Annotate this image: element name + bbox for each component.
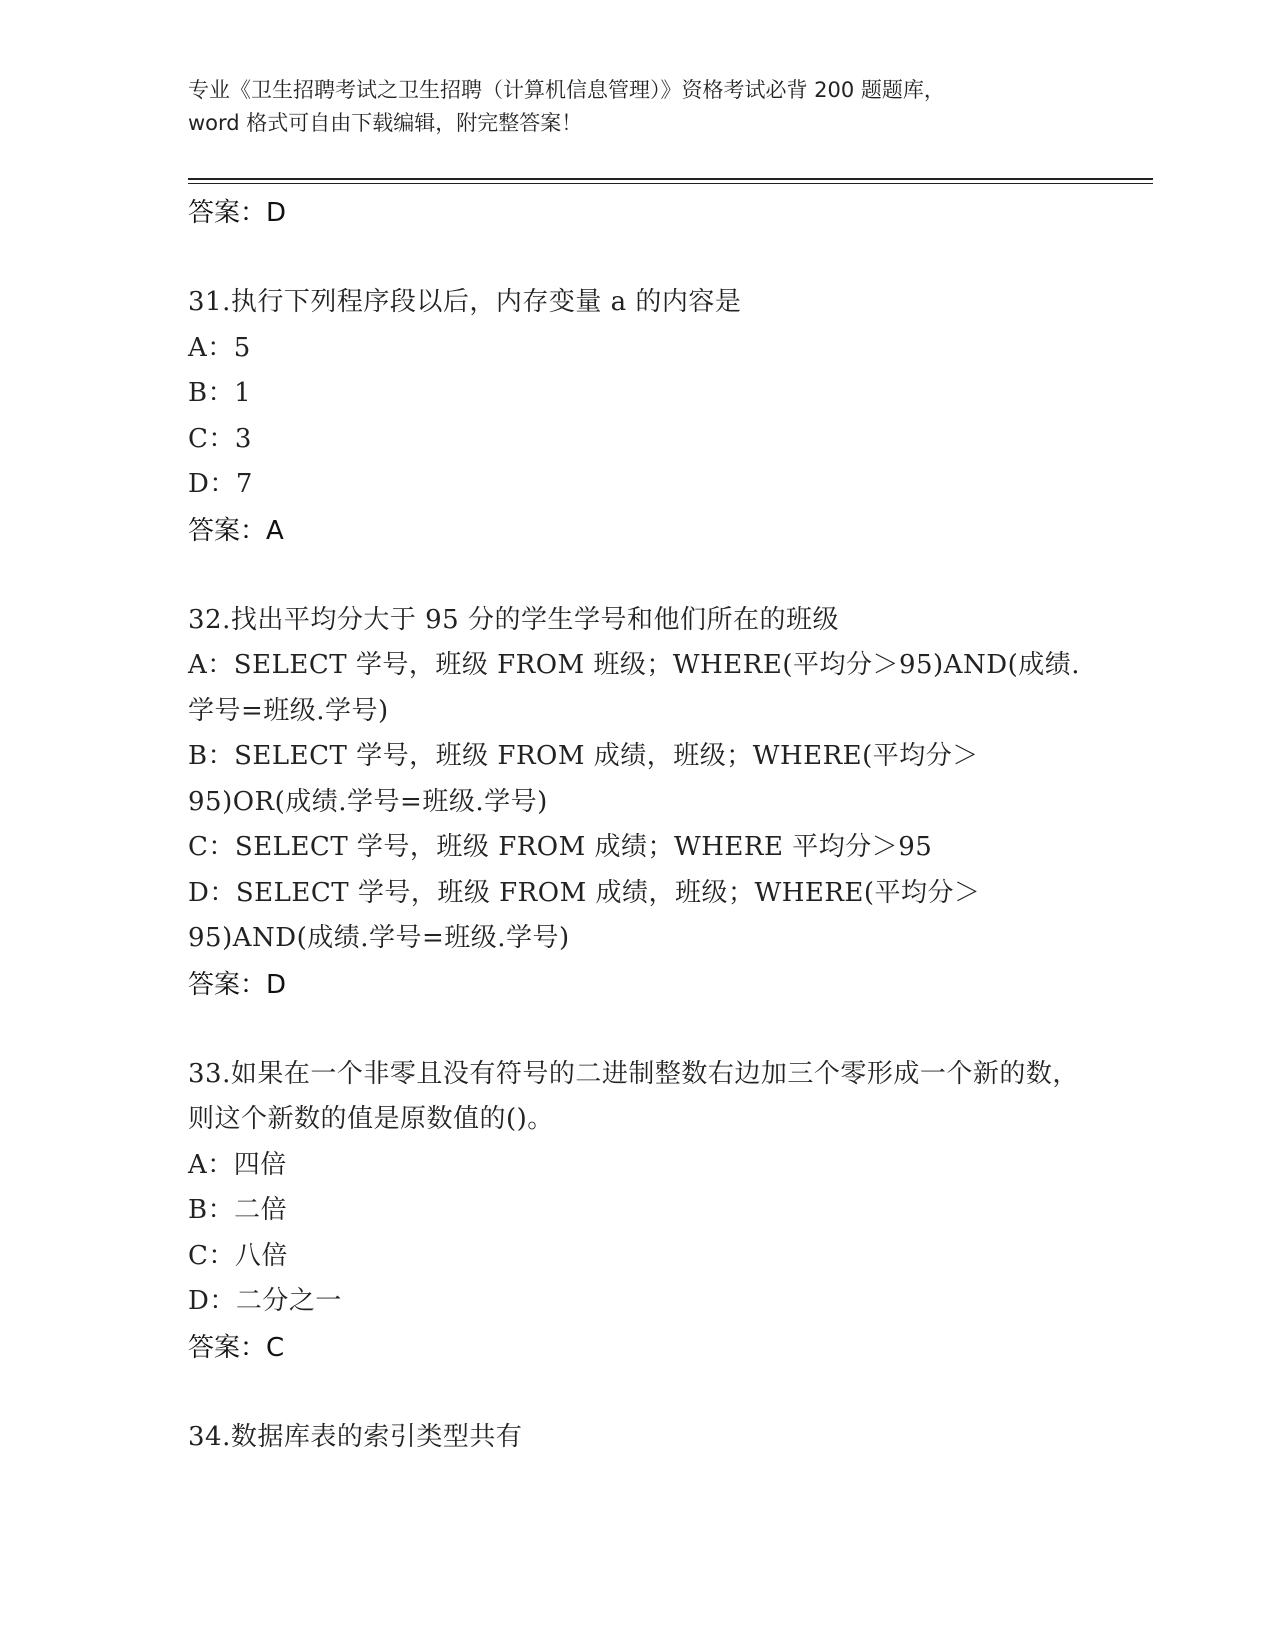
question-list	[188, 190, 1088, 1460]
header-line-2: word 格式可自由下载编辑，附完整答案！	[188, 111, 583, 135]
answer-line: 答案：A	[188, 515, 284, 546]
option-c: C：3	[188, 423, 252, 454]
option-a: A：SELECT 学号，班级 FROM 班级；WHERE(平均分＞95)AND(成绩.学号=班级.学号)	[188, 650, 1080, 726]
option-b: B：SELECT 学号，班级 FROM 成绩，班级；WHERE(平均分＞95)OR(成绩.学号=班级.学号)	[188, 741, 979, 817]
answer-line: 答案：D	[188, 198, 287, 228]
question-item	[188, 1415, 1088, 1461]
option-b: B：1	[188, 378, 252, 408]
question-item	[188, 280, 1088, 554]
question-text: 31.执行下列程序段以后，内存变量 a 的内容是	[188, 287, 742, 317]
option-d: D：SELECT 学号，班级 FROM 成绩，班级；WHERE(平均分＞95)AND(成绩.学号=班级.学号)	[188, 877, 981, 953]
header-line-1: 专业《卫生招聘考试之卫生招聘（计算机信息管理）》资格考试必背 200 题题库，	[188, 78, 945, 102]
option-d: D：7	[188, 469, 253, 499]
option-c: C：八倍	[188, 1240, 288, 1271]
question-text: 32.找出平均分大于 95 分的学生学号和他们所在的班级	[188, 604, 839, 635]
option-b: B：二倍	[188, 1195, 288, 1225]
question-text: 33.如果在一个非零且没有符号的二进制整数右边加三个零形成一个新的数，则这个新数的值是原数值的()。	[188, 1058, 1079, 1134]
option-d: D：二分之一	[188, 1286, 342, 1316]
option-a: A：四倍	[188, 1149, 287, 1180]
answer-line: 答案：D	[188, 969, 287, 1000]
answer-line: 答案：C	[188, 1332, 285, 1363]
question-item	[188, 598, 1088, 1008]
question-item	[188, 1052, 1088, 1371]
header-divider-thick	[188, 178, 1153, 180]
option-a: A：5	[188, 332, 251, 363]
option-c: C：SELECT 学号，班级 FROM 成绩；WHERE 平均分＞95	[188, 832, 933, 862]
question-text: 34.数据库表的索引类型共有	[188, 1421, 523, 1452]
header-divider-thin	[188, 183, 1153, 184]
page-header	[188, 74, 1068, 140]
